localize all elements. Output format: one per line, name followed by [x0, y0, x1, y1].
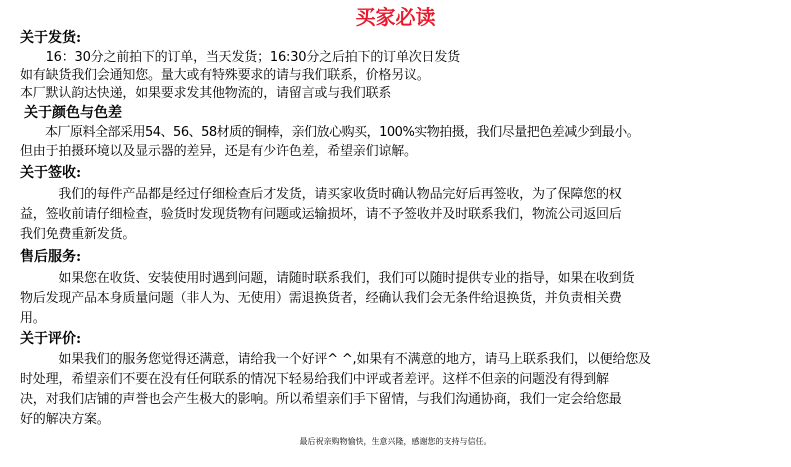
after-sales-line-2: 物后发现产品本身质量问题（非人为、无使用）需退换货者，经确认我们会无条件给退换货，并负责相关费: [20, 291, 622, 306]
color-line-2: 但由于拍摄环境以及显示器的差异，还是有少许色差，希望亲们谅解。: [20, 144, 417, 159]
reviews-line-3: 决，对我们店铺的声誉也会产生极大的影响。所以希望亲们手下留情，与我们沟通协商，我们一定会给您最: [20, 392, 622, 407]
section-heading-shipping: 关于发货:: [20, 30, 82, 46]
reviews-line-4: 好的解决方案。: [20, 412, 110, 427]
after-sales-line-3: 用。: [20, 311, 46, 326]
reviews-line-1: 如果我们的服务您觉得还满意，请给我一个好评^ ^,如果有不满意的地方，请马上联系我们，以便给您及: [20, 352, 651, 367]
shipping-line-3: 本厂默认韵达快递，如果要求发其他物流的，请留言或与我们联系: [20, 86, 392, 101]
signing-line-3: 我们免费重新发货。: [20, 227, 136, 242]
section-heading-color: 关于颜色与色差: [24, 105, 122, 121]
signing-line-1: 我们的每件产品都是经过仔细检查后才发货，请买家收货时确认物品完好后再签收，为了保障您的权: [20, 187, 622, 202]
color-line-1: 本厂原料全部采用54、56、58材质的铜棒，亲们放心购买，100%实物拍摄，我们尽量把色差减少到最小。: [20, 125, 640, 140]
section-heading-signing: 关于签收:: [20, 165, 82, 181]
signing-line-2: 益，签收前请仔细检查，验货时发现货物有问题或运输损坏，请不予签收并及时联系我们，物流公司返回后: [20, 207, 622, 222]
shipping-line-1: 16：30分之前拍下的订单，当天发货；16:30分之后拍下的订单次日发货: [20, 50, 460, 65]
reviews-line-2: 时处理，希望亲们不要在没有任何联系的情况下轻易给我们中评或者差评。这样不但亲的问题没有得到解: [20, 372, 609, 387]
page-title: 买家必读: [355, 5, 436, 29]
section-heading-after-sales: 售后服务:: [20, 249, 82, 265]
section-heading-reviews: 关于评价:: [20, 331, 82, 347]
shipping-line-2: 如有缺货我们会通知您。量大或有特殊要求的请与我们联系，价格另议。: [20, 68, 430, 83]
after-sales-line-1: 如果您在收货、安装使用时遇到问题，请随时联系我们，我们可以随时提供专业的指导，如果在收到货: [20, 271, 635, 286]
closing-message: 最后祝亲购物愉快，生意兴隆，感谢您的支持与信任。: [299, 437, 492, 446]
